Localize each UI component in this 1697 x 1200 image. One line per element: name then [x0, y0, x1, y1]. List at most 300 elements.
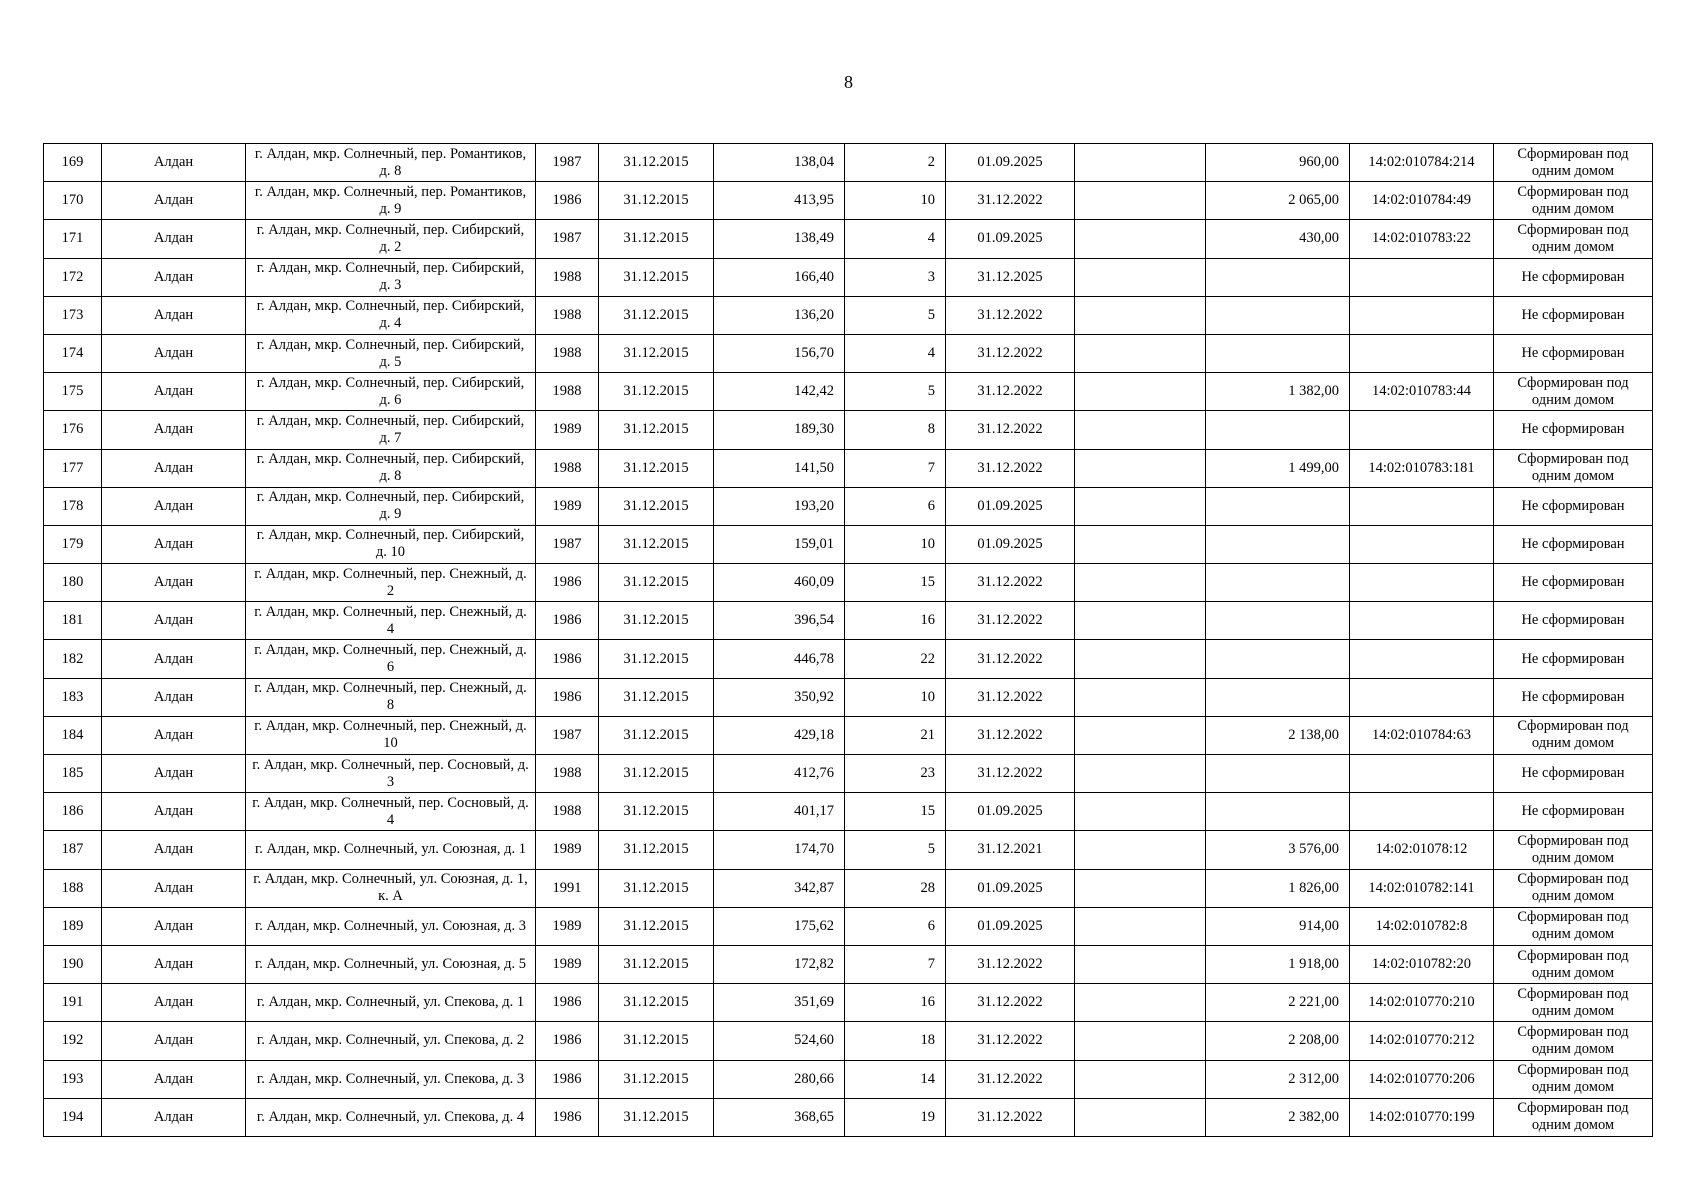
residents-cell: 5: [845, 831, 946, 869]
extra-cell: [1075, 984, 1206, 1022]
area-cell: 159,01: [714, 525, 845, 563]
area-cell: 174,70: [714, 831, 845, 869]
area-cell: 460,09: [714, 564, 845, 602]
address-cell: г. Алдан, мкр. Солнечный, пер. Снежный, д. 2: [246, 564, 536, 602]
table-row: [44, 831, 1653, 869]
land-area-cell: [1206, 640, 1350, 678]
cadastral-number-cell: [1350, 755, 1494, 793]
status-cell: Сформирован под одним домом: [1494, 945, 1653, 983]
area-cell: 166,40: [714, 258, 845, 296]
land-area-cell: [1206, 334, 1350, 372]
residents-cell: 19: [845, 1098, 946, 1136]
table-row: [44, 525, 1653, 563]
municipality-cell: Алдан: [102, 525, 246, 563]
land-area-cell: 2 138,00: [1206, 716, 1350, 754]
residents-cell: 5: [845, 373, 946, 411]
year-cell: 1989: [536, 411, 599, 449]
date-cell: 31.12.2015: [599, 716, 714, 754]
date-cell: 31.12.2015: [599, 1098, 714, 1136]
land-area-cell: 1 826,00: [1206, 869, 1350, 907]
date-cell: 31.12.2015: [599, 1022, 714, 1060]
status-cell: Сформирован под одним домом: [1494, 1098, 1653, 1136]
residents-cell: 4: [845, 220, 946, 258]
status-cell: Сформирован под одним домом: [1494, 984, 1653, 1022]
deadline-cell: 31.12.2022: [946, 984, 1075, 1022]
deadline-cell: 01.09.2025: [946, 487, 1075, 525]
municipality-cell: Алдан: [102, 411, 246, 449]
extra-cell: [1075, 831, 1206, 869]
residents-cell: 7: [845, 449, 946, 487]
table-row: [44, 220, 1653, 258]
date-cell: 31.12.2015: [599, 793, 714, 831]
date-cell: 31.12.2015: [599, 869, 714, 907]
residents-cell: 15: [845, 564, 946, 602]
year-cell: 1989: [536, 487, 599, 525]
area-cell: 401,17: [714, 793, 845, 831]
extra-cell: [1075, 525, 1206, 563]
land-area-cell: [1206, 258, 1350, 296]
deadline-cell: 01.09.2025: [946, 525, 1075, 563]
date-cell: 31.12.2015: [599, 296, 714, 334]
municipality-cell: Алдан: [102, 334, 246, 372]
deadline-cell: 01.09.2025: [946, 907, 1075, 945]
address-cell: г. Алдан, мкр. Солнечный, ул. Союзная, д. 1, к. А: [246, 869, 536, 907]
row-number-cell: 169: [44, 144, 102, 182]
area-cell: 351,69: [714, 984, 845, 1022]
address-cell: г. Алдан, мкр. Солнечный, пер. Сибирский, д. 4: [246, 296, 536, 334]
extra-cell: [1075, 907, 1206, 945]
table-row: [44, 793, 1653, 831]
municipality-cell: Алдан: [102, 373, 246, 411]
area-cell: 193,20: [714, 487, 845, 525]
address-cell: г. Алдан, мкр. Солнечный, пер. Снежный, д. 8: [246, 678, 536, 716]
status-cell: Не сформирован: [1494, 678, 1653, 716]
deadline-cell: 31.12.2022: [946, 564, 1075, 602]
date-cell: 31.12.2015: [599, 640, 714, 678]
year-cell: 1988: [536, 258, 599, 296]
land-area-cell: [1206, 411, 1350, 449]
row-number-cell: 187: [44, 831, 102, 869]
status-cell: Сформирован под одним домом: [1494, 220, 1653, 258]
year-cell: 1986: [536, 640, 599, 678]
deadline-cell: 31.12.2022: [946, 1060, 1075, 1098]
table-row: [44, 602, 1653, 640]
year-cell: 1986: [536, 984, 599, 1022]
row-number-cell: 183: [44, 678, 102, 716]
area-cell: 138,49: [714, 220, 845, 258]
status-cell: Сформирован под одним домом: [1494, 831, 1653, 869]
extra-cell: [1075, 373, 1206, 411]
status-cell: Сформирован под одним домом: [1494, 144, 1653, 182]
land-area-cell: 2 065,00: [1206, 182, 1350, 220]
municipality-cell: Алдан: [102, 182, 246, 220]
deadline-cell: 31.12.2022: [946, 678, 1075, 716]
year-cell: 1986: [536, 564, 599, 602]
deadline-cell: 31.12.2022: [946, 1098, 1075, 1136]
cadastral-number-cell: 14:02:010784:63: [1350, 716, 1494, 754]
status-cell: Сформирован под одним домом: [1494, 373, 1653, 411]
municipality-cell: Алдан: [102, 907, 246, 945]
address-cell: г. Алдан, мкр. Солнечный, ул. Союзная, д. 1: [246, 831, 536, 869]
municipality-cell: Алдан: [102, 296, 246, 334]
date-cell: 31.12.2015: [599, 373, 714, 411]
area-cell: 142,42: [714, 373, 845, 411]
row-number-cell: 175: [44, 373, 102, 411]
table-row: [44, 449, 1653, 487]
extra-cell: [1075, 334, 1206, 372]
residents-cell: 14: [845, 1060, 946, 1098]
year-cell: 1988: [536, 296, 599, 334]
date-cell: 31.12.2015: [599, 678, 714, 716]
status-cell: Не сформирован: [1494, 334, 1653, 372]
land-area-cell: [1206, 755, 1350, 793]
date-cell: 31.12.2015: [599, 220, 714, 258]
municipality-cell: Алдан: [102, 449, 246, 487]
year-cell: 1988: [536, 449, 599, 487]
year-cell: 1986: [536, 678, 599, 716]
year-cell: 1988: [536, 755, 599, 793]
cadastral-number-cell: 14:02:010770:199: [1350, 1098, 1494, 1136]
municipality-cell: Алдан: [102, 945, 246, 983]
cadastral-number-cell: 14:02:010770:206: [1350, 1060, 1494, 1098]
address-cell: г. Алдан, мкр. Солнечный, пер. Сосновый, д. 3: [246, 755, 536, 793]
municipality-cell: Алдан: [102, 678, 246, 716]
status-cell: Не сформирован: [1494, 411, 1653, 449]
date-cell: 31.12.2015: [599, 144, 714, 182]
year-cell: 1989: [536, 945, 599, 983]
cadastral-number-cell: [1350, 487, 1494, 525]
address-cell: г. Алдан, мкр. Солнечный, пер. Сибирский, д. 5: [246, 334, 536, 372]
cadastral-number-cell: 14:02:010782:141: [1350, 869, 1494, 907]
table-row: [44, 258, 1653, 296]
address-cell: г. Алдан, мкр. Солнечный, пер. Сибирский, д. 8: [246, 449, 536, 487]
cadastral-number-cell: [1350, 678, 1494, 716]
date-cell: 31.12.2015: [599, 525, 714, 563]
year-cell: 1987: [536, 716, 599, 754]
land-area-cell: [1206, 525, 1350, 563]
area-cell: 156,70: [714, 334, 845, 372]
area-cell: 446,78: [714, 640, 845, 678]
land-area-cell: [1206, 793, 1350, 831]
row-number-cell: 178: [44, 487, 102, 525]
row-number-cell: 174: [44, 334, 102, 372]
extra-cell: [1075, 793, 1206, 831]
date-cell: 31.12.2015: [599, 907, 714, 945]
municipality-cell: Алдан: [102, 984, 246, 1022]
residents-cell: 28: [845, 869, 946, 907]
year-cell: 1986: [536, 1060, 599, 1098]
extra-cell: [1075, 220, 1206, 258]
date-cell: 31.12.2015: [599, 1060, 714, 1098]
municipality-cell: Алдан: [102, 793, 246, 831]
address-cell: г. Алдан, мкр. Солнечный, ул. Спекова, д. 3: [246, 1060, 536, 1098]
residents-cell: 10: [845, 678, 946, 716]
address-cell: г. Алдан, мкр. Солнечный, ул. Спекова, д. 1: [246, 984, 536, 1022]
residents-cell: 6: [845, 487, 946, 525]
address-cell: г. Алдан, мкр. Солнечный, ул. Союзная, д. 5: [246, 945, 536, 983]
extra-cell: [1075, 449, 1206, 487]
year-cell: 1987: [536, 220, 599, 258]
table-row: [44, 869, 1653, 907]
deadline-cell: 31.12.2022: [946, 716, 1075, 754]
row-number-cell: 170: [44, 182, 102, 220]
row-number-cell: 181: [44, 602, 102, 640]
deadline-cell: 31.12.2022: [946, 640, 1075, 678]
deadline-cell: 31.12.2022: [946, 182, 1075, 220]
table-row: [44, 182, 1653, 220]
year-cell: 1987: [536, 525, 599, 563]
status-cell: Не сформирован: [1494, 602, 1653, 640]
table-row: [44, 716, 1653, 754]
year-cell: 1987: [536, 144, 599, 182]
row-number-cell: 173: [44, 296, 102, 334]
status-cell: Не сформирован: [1494, 793, 1653, 831]
municipality-cell: Алдан: [102, 755, 246, 793]
status-cell: Не сформирован: [1494, 258, 1653, 296]
deadline-cell: 31.12.2022: [946, 602, 1075, 640]
table-row: [44, 487, 1653, 525]
cadastral-number-cell: [1350, 564, 1494, 602]
table-row: [44, 334, 1653, 372]
land-area-cell: 2 382,00: [1206, 1098, 1350, 1136]
address-cell: г. Алдан, мкр. Солнечный, пер. Романтиков, д. 8: [246, 144, 536, 182]
extra-cell: [1075, 1098, 1206, 1136]
status-cell: Не сформирован: [1494, 487, 1653, 525]
address-cell: г. Алдан, мкр. Солнечный, пер. Снежный, д. 10: [246, 716, 536, 754]
table-row: [44, 678, 1653, 716]
land-area-cell: 2 312,00: [1206, 1060, 1350, 1098]
extra-cell: [1075, 755, 1206, 793]
row-number-cell: 193: [44, 1060, 102, 1098]
area-cell: 413,95: [714, 182, 845, 220]
deadline-cell: 31.12.2022: [946, 945, 1075, 983]
deadline-cell: 31.12.2022: [946, 411, 1075, 449]
address-cell: г. Алдан, мкр. Солнечный, ул. Союзная, д. 3: [246, 907, 536, 945]
row-number-cell: 194: [44, 1098, 102, 1136]
cadastral-number-cell: 14:02:010782:8: [1350, 907, 1494, 945]
table-body: [44, 144, 1653, 1137]
row-number-cell: 192: [44, 1022, 102, 1060]
address-cell: г. Алдан, мкр. Солнечный, пер. Сибирский, д. 6: [246, 373, 536, 411]
residents-cell: 5: [845, 296, 946, 334]
extra-cell: [1075, 182, 1206, 220]
year-cell: 1986: [536, 182, 599, 220]
cadastral-number-cell: 14:02:010783:181: [1350, 449, 1494, 487]
address-cell: г. Алдан, мкр. Солнечный, пер. Сосновый, д. 4: [246, 793, 536, 831]
address-cell: г. Алдан, мкр. Солнечный, пер. Сибирский, д. 2: [246, 220, 536, 258]
cadastral-number-cell: [1350, 296, 1494, 334]
status-cell: Сформирован под одним домом: [1494, 449, 1653, 487]
date-cell: 31.12.2015: [599, 945, 714, 983]
date-cell: 31.12.2015: [599, 487, 714, 525]
deadline-cell: 31.12.2022: [946, 1022, 1075, 1060]
area-cell: 175,62: [714, 907, 845, 945]
cadastral-number-cell: [1350, 525, 1494, 563]
table-row: [44, 1022, 1653, 1060]
area-cell: 524,60: [714, 1022, 845, 1060]
municipality-cell: Алдан: [102, 640, 246, 678]
extra-cell: [1075, 1022, 1206, 1060]
cadastral-number-cell: 14:02:010784:214: [1350, 144, 1494, 182]
address-cell: г. Алдан, мкр. Солнечный, пер. Сибирский, д. 10: [246, 525, 536, 563]
deadline-cell: 01.09.2025: [946, 869, 1075, 907]
cadastral-number-cell: 14:02:010783:44: [1350, 373, 1494, 411]
extra-cell: [1075, 564, 1206, 602]
table-row: [44, 564, 1653, 602]
extra-cell: [1075, 1060, 1206, 1098]
residents-cell: 16: [845, 602, 946, 640]
residents-cell: 10: [845, 182, 946, 220]
deadline-cell: 31.12.2021: [946, 831, 1075, 869]
row-number-cell: 184: [44, 716, 102, 754]
row-number-cell: 180: [44, 564, 102, 602]
row-number-cell: 182: [44, 640, 102, 678]
status-cell: Не сформирован: [1494, 755, 1653, 793]
address-cell: г. Алдан, мкр. Солнечный, ул. Спекова, д. 2: [246, 1022, 536, 1060]
status-cell: Сформирован под одним домом: [1494, 907, 1653, 945]
table-row: [44, 984, 1653, 1022]
address-cell: г. Алдан, мкр. Солнечный, пер. Романтиков, д. 9: [246, 182, 536, 220]
table-row: [44, 1098, 1653, 1136]
area-cell: 350,92: [714, 678, 845, 716]
status-cell: Не сформирован: [1494, 525, 1653, 563]
table-row: [44, 144, 1653, 182]
extra-cell: [1075, 678, 1206, 716]
land-area-cell: 914,00: [1206, 907, 1350, 945]
land-area-cell: 960,00: [1206, 144, 1350, 182]
municipality-cell: Алдан: [102, 258, 246, 296]
status-cell: Сформирован под одним домом: [1494, 182, 1653, 220]
date-cell: 31.12.2015: [599, 564, 714, 602]
address-cell: г. Алдан, мкр. Солнечный, ул. Спекова, д. 4: [246, 1098, 536, 1136]
address-cell: г. Алдан, мкр. Солнечный, пер. Сибирский, д. 3: [246, 258, 536, 296]
municipality-cell: Алдан: [102, 869, 246, 907]
municipality-cell: Алдан: [102, 602, 246, 640]
residents-cell: 15: [845, 793, 946, 831]
status-cell: Не сформирован: [1494, 640, 1653, 678]
area-cell: 342,87: [714, 869, 845, 907]
cadastral-number-cell: 14:02:01078:12: [1350, 831, 1494, 869]
land-area-cell: 3 576,00: [1206, 831, 1350, 869]
municipality-cell: Алдан: [102, 144, 246, 182]
year-cell: 1986: [536, 1098, 599, 1136]
housing-registry-table: [43, 143, 1653, 1137]
row-number-cell: 179: [44, 525, 102, 563]
year-cell: 1989: [536, 907, 599, 945]
deadline-cell: 31.12.2022: [946, 755, 1075, 793]
row-number-cell: 185: [44, 755, 102, 793]
area-cell: 189,30: [714, 411, 845, 449]
row-number-cell: 188: [44, 869, 102, 907]
municipality-cell: Алдан: [102, 487, 246, 525]
land-area-cell: [1206, 564, 1350, 602]
address-cell: г. Алдан, мкр. Солнечный, пер. Снежный, д. 4: [246, 602, 536, 640]
date-cell: 31.12.2015: [599, 602, 714, 640]
extra-cell: [1075, 640, 1206, 678]
residents-cell: 7: [845, 945, 946, 983]
residents-cell: 22: [845, 640, 946, 678]
extra-cell: [1075, 716, 1206, 754]
land-area-cell: 1 382,00: [1206, 373, 1350, 411]
year-cell: 1991: [536, 869, 599, 907]
deadline-cell: 01.09.2025: [946, 220, 1075, 258]
date-cell: 31.12.2015: [599, 258, 714, 296]
status-cell: Сформирован под одним домом: [1494, 869, 1653, 907]
cadastral-number-cell: [1350, 640, 1494, 678]
residents-cell: 3: [845, 258, 946, 296]
area-cell: 141,50: [714, 449, 845, 487]
table-row: [44, 945, 1653, 983]
year-cell: 1988: [536, 373, 599, 411]
address-cell: г. Алдан, мкр. Солнечный, пер. Снежный, д. 6: [246, 640, 536, 678]
status-cell: Сформирован под одним домом: [1494, 1022, 1653, 1060]
table-row: [44, 755, 1653, 793]
area-cell: 368,65: [714, 1098, 845, 1136]
land-area-cell: [1206, 602, 1350, 640]
residents-cell: 16: [845, 984, 946, 1022]
residents-cell: 4: [845, 334, 946, 372]
cadastral-number-cell: 14:02:010782:20: [1350, 945, 1494, 983]
cadastral-number-cell: [1350, 258, 1494, 296]
area-cell: 412,76: [714, 755, 845, 793]
residents-cell: 8: [845, 411, 946, 449]
row-number-cell: 190: [44, 945, 102, 983]
table-row: [44, 296, 1653, 334]
date-cell: 31.12.2015: [599, 755, 714, 793]
address-cell: г. Алдан, мкр. Солнечный, пер. Сибирский, д. 7: [246, 411, 536, 449]
cadastral-number-cell: [1350, 793, 1494, 831]
year-cell: 1989: [536, 831, 599, 869]
municipality-cell: Алдан: [102, 1060, 246, 1098]
date-cell: 31.12.2015: [599, 984, 714, 1022]
cadastral-number-cell: 14:02:010770:212: [1350, 1022, 1494, 1060]
extra-cell: [1075, 411, 1206, 449]
deadline-cell: 31.12.2022: [946, 449, 1075, 487]
area-cell: 172,82: [714, 945, 845, 983]
table-row: [44, 1060, 1653, 1098]
area-cell: 396,54: [714, 602, 845, 640]
municipality-cell: Алдан: [102, 564, 246, 602]
area-cell: 138,04: [714, 144, 845, 182]
year-cell: 1986: [536, 1022, 599, 1060]
area-cell: 136,20: [714, 296, 845, 334]
residents-cell: 10: [845, 525, 946, 563]
municipality-cell: Алдан: [102, 1098, 246, 1136]
status-cell: Не сформирован: [1494, 296, 1653, 334]
deadline-cell: 01.09.2025: [946, 144, 1075, 182]
residents-cell: 23: [845, 755, 946, 793]
extra-cell: [1075, 258, 1206, 296]
deadline-cell: 31.12.2025: [946, 258, 1075, 296]
area-cell: 280,66: [714, 1060, 845, 1098]
extra-cell: [1075, 144, 1206, 182]
residents-cell: 18: [845, 1022, 946, 1060]
land-area-cell: [1206, 678, 1350, 716]
land-area-cell: 1 918,00: [1206, 945, 1350, 983]
date-cell: 31.12.2015: [599, 449, 714, 487]
row-number-cell: 177: [44, 449, 102, 487]
land-area-cell: 2 208,00: [1206, 1022, 1350, 1060]
deadline-cell: 31.12.2022: [946, 373, 1075, 411]
year-cell: 1988: [536, 793, 599, 831]
row-number-cell: 191: [44, 984, 102, 1022]
address-cell: г. Алдан, мкр. Солнечный, пер. Сибирский, д. 9: [246, 487, 536, 525]
status-cell: Сформирован под одним домом: [1494, 1060, 1653, 1098]
date-cell: 31.12.2015: [599, 411, 714, 449]
status-cell: Сформирован под одним домом: [1494, 716, 1653, 754]
land-area-cell: [1206, 296, 1350, 334]
land-area-cell: 1 499,00: [1206, 449, 1350, 487]
